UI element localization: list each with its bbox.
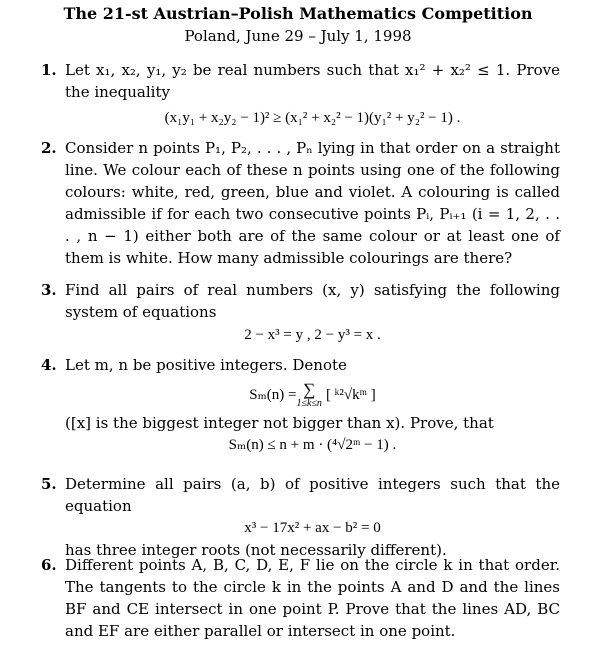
problem-text: Determine all pairs (a, b) of positive integers such that the equation <box>65 475 560 515</box>
sum-body: [ ᵏ²√kᵐ ] <box>325 387 376 403</box>
summation <box>296 379 322 409</box>
problem-equation-2: Sₘ(n) ≤ n + m · (⁴√2ᵐ − 1) . <box>228 437 397 453</box>
problem-5 <box>41 473 560 561</box>
problem-2 <box>41 137 560 269</box>
problem-note: ([x] is the biggest integer not bigger than x). Prove, that <box>65 414 494 432</box>
problem-1 <box>41 59 560 129</box>
problem-number: 5. <box>41 475 57 493</box>
problem-equation: 2 − x³ = y , 2 − y³ = x . <box>244 327 381 343</box>
problem-number: 4. <box>41 356 57 374</box>
problem-text: Find all pairs of real numbers (x, y) satisfying the following system of equations <box>65 281 560 321</box>
document-title: The 21-st Austrian–Polish Mathematics Competition <box>63 4 533 23</box>
problem-number: 1. <box>41 61 57 79</box>
problem-equation: x³ − 17x² + ax − b² = 0 <box>244 520 381 536</box>
sum-symbol: ∑ <box>303 379 316 399</box>
problem-text: Consider n points P₁, P₂, . . . , Pₙ lying in that order on a straight line. We colour each of these n points using one of the following colours: white, red, green, blue and violet. A colouring is called admissible if for each two consecutive points Pᵢ, Pᵢ₊₁ (i = 1, 2, . . . , n − 1) either both are of the same colour or at least one of them is white. How many admissible colourings are there? <box>65 139 560 267</box>
problem-number: 2. <box>41 139 57 157</box>
problem-text: Let m, n be positive integers. Denote <box>65 356 347 374</box>
sum-range: 1≤k≤n <box>296 397 322 409</box>
problem-equation: (x₁y₁ + x₂y₂ − 1)² ≥ (x₁² + x₂² − 1)(y₁² + y₂² − 1) . <box>164 110 461 126</box>
problem-note: has three integer roots (not necessarily different). <box>65 541 447 559</box>
problem-number: 6. <box>41 556 57 574</box>
problem-equation <box>65 378 560 412</box>
problem-3 <box>41 279 560 346</box>
problem-6 <box>41 554 560 642</box>
problem-text: Let x₁, x₂, y₁, y₂ be real numbers such that x₁² + x₂² ≤ 1. Prove the inequality <box>65 61 560 101</box>
document-subtitle: Poland, June 29 – July 1, 1998 <box>184 27 412 45</box>
problem-4 <box>41 354 560 456</box>
problem-number: 3. <box>41 281 57 299</box>
problem-text: Different points A, B, C, D, E, F lie on the circle k in that order. The tangents to the circle k in the points A and D and the lines BF and CE intersect in one point P. Prove that the lines AD, BC and EF are either parallel or intersect in one point. <box>65 556 560 640</box>
sum-lhs: Sₘ(n) = <box>249 387 297 403</box>
